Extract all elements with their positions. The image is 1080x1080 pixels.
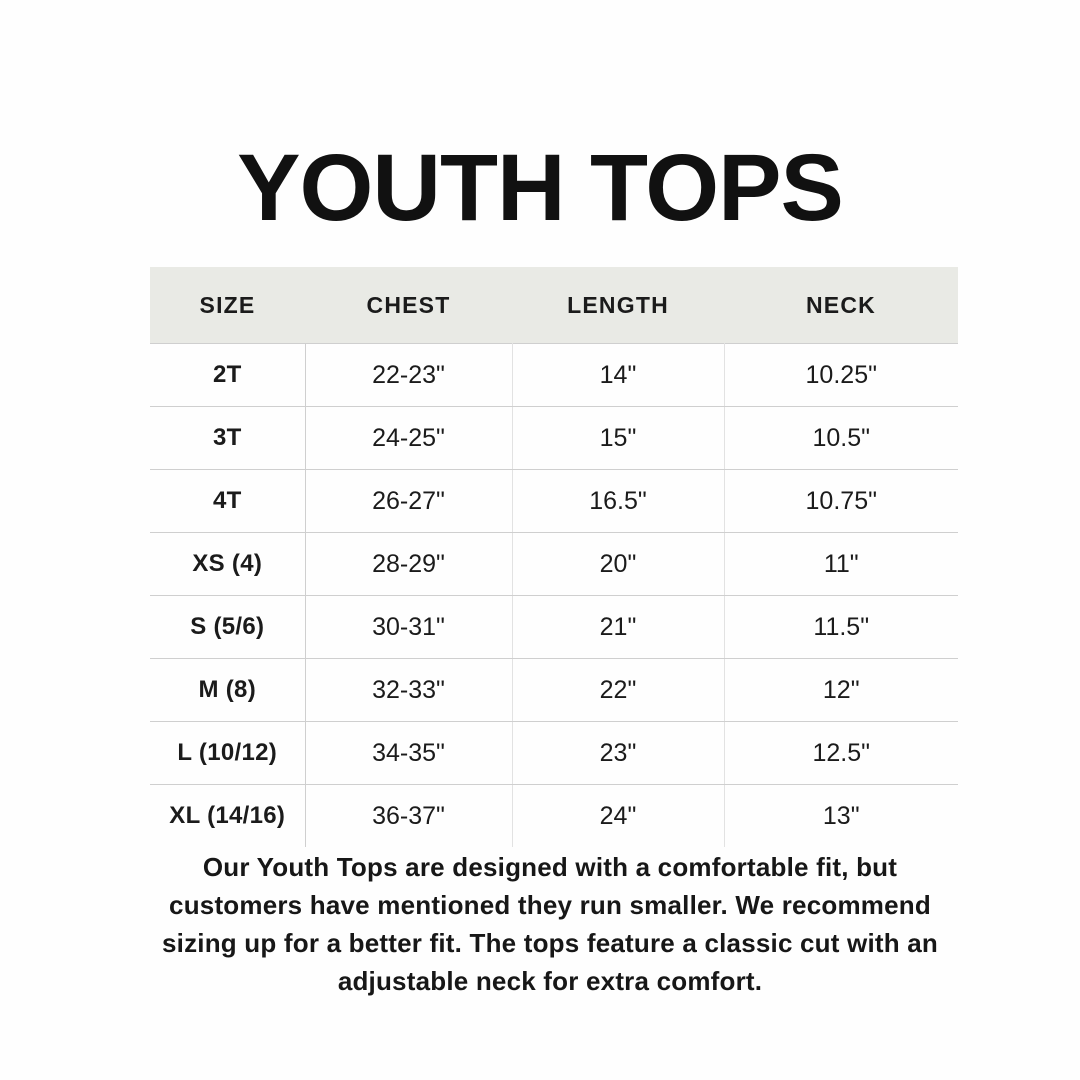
cell-neck: 10.25" [724, 344, 958, 407]
cell-neck: 12" [724, 659, 958, 722]
cell-length: 15" [512, 407, 724, 470]
cell-size: 4T [150, 470, 305, 533]
column-header-neck: NECK [724, 267, 958, 344]
table-row [150, 722, 958, 785]
cell-neck: 10.5" [724, 407, 958, 470]
column-header-size: SIZE [150, 267, 305, 344]
cell-chest: 26-27" [305, 470, 512, 533]
table-row [150, 596, 958, 659]
cell-size: XS (4) [150, 533, 305, 596]
table-body [150, 344, 958, 848]
table-row [150, 470, 958, 533]
cell-size: M (8) [150, 659, 305, 722]
cell-chest: 32-33" [305, 659, 512, 722]
cell-size: 3T [150, 407, 305, 470]
cell-chest: 36-37" [305, 785, 512, 848]
cell-length: 14" [512, 344, 724, 407]
cell-neck: 12.5" [724, 722, 958, 785]
cell-size: 2T [150, 344, 305, 407]
table-header [150, 267, 958, 344]
size-table-container [150, 267, 958, 847]
column-header-length: LENGTH [512, 267, 724, 344]
cell-length: 23" [512, 722, 724, 785]
cell-size: L (10/12) [150, 722, 305, 785]
cell-neck: 10.75" [724, 470, 958, 533]
cell-length: 16.5" [512, 470, 724, 533]
table-row [150, 533, 958, 596]
cell-chest: 22-23" [305, 344, 512, 407]
cell-chest: 34-35" [305, 722, 512, 785]
cell-neck: 13" [724, 785, 958, 848]
cell-neck: 11" [724, 533, 958, 596]
table-row [150, 659, 958, 722]
table-header-row [150, 267, 958, 344]
table-row [150, 344, 958, 407]
page-title: YOUTH TOPS [237, 135, 843, 241]
size-table [150, 267, 958, 847]
cell-length: 20" [512, 533, 724, 596]
cell-neck: 11.5" [724, 596, 958, 659]
cell-chest: 24-25" [305, 407, 512, 470]
table-row [150, 785, 958, 848]
column-header-chest: CHEST [305, 267, 512, 344]
table-row [150, 407, 958, 470]
cell-length: 22" [512, 659, 724, 722]
cell-length: 24" [512, 785, 724, 848]
cell-size: XL (14/16) [150, 785, 305, 848]
cell-size: S (5/6) [150, 596, 305, 659]
fit-note: Our Youth Tops are designed with a comfortable fit, but customers have mentioned they run smaller. We recommend sizing up for a better fit. The tops feature a classic cut with an adjustable neck for extra comfort. [162, 852, 938, 996]
cell-chest: 28-29" [305, 533, 512, 596]
cell-chest: 30-31" [305, 596, 512, 659]
cell-length: 21" [512, 596, 724, 659]
